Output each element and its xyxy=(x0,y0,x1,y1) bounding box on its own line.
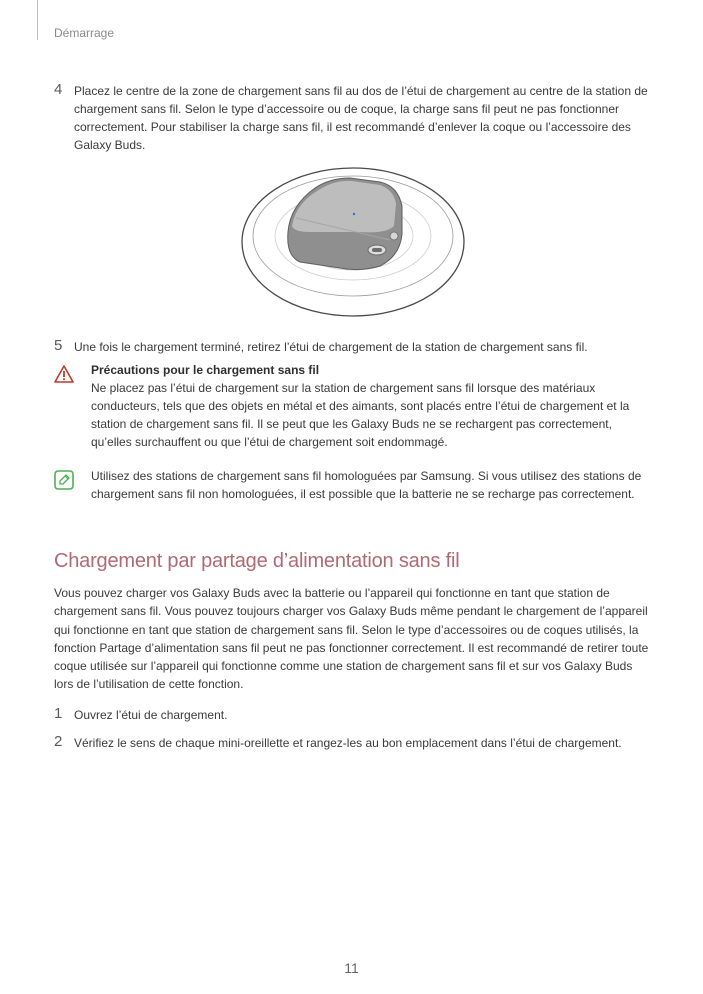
step-5 xyxy=(54,338,654,356)
step-number: 5 xyxy=(54,337,63,354)
note-icon xyxy=(54,470,74,490)
header-rule xyxy=(37,0,38,40)
caution-title: Précautions pour le chargement sans fil xyxy=(91,363,320,377)
step-number: 2 xyxy=(54,733,63,750)
page-number: 11 xyxy=(344,960,359,976)
note-block xyxy=(91,467,651,503)
wireless-charging-illustration xyxy=(240,166,466,322)
caution-text: Ne placez pas l’étui de chargement sur la station de chargement sans fil lorsque des matériaux conducteurs, tels que des objets en métal et des aimants, sont placés entre l’étui de chargement et la station de chargement sans fil. Il se peut que les Galaxy Buds ne se rechargent pas correctement, qu’elles surchauffent ou que l’étui de chargement soit endommagé. xyxy=(91,381,630,449)
step-number: 4 xyxy=(54,81,63,98)
step-text: Ouvrez l’étui de chargement. xyxy=(74,708,228,722)
step-text: Placez le centre de la zone de chargement sans fil au dos de l’étui de chargement au centre de la station de chargement sans fil. Selon le type d’accessoire ou de coque, la charge sans fil peut ne pas fonctionner correctement. Pour stabiliser la charge sans fil, il est recommandé d’enlever la coque ou l’accessoire des Galaxy Buds. xyxy=(74,84,648,152)
step-text: Une fois le chargement terminé, retirez l’étui de chargement de la station de chargement sans fil. xyxy=(74,340,588,354)
section-title: Chargement par partage d’alimentation sans fil xyxy=(54,550,460,572)
caution-block xyxy=(91,361,651,451)
warning-icon xyxy=(54,364,74,384)
step-1 xyxy=(54,706,654,724)
step-text: Vérifiez le sens de chaque mini-oreillette et rangez-les au bon emplacement dans l’étui de chargement. xyxy=(74,736,622,750)
section-paragraph: Vous pouvez charger vos Galaxy Buds avec la batterie ou l’appareil qui fonctionne en tant que station de chargement sans fil. Vous pouvez toujours charger vos Galaxy Buds même pendant le chargement de l’appareil qui fonctionne en tant que station de chargement sans fil. Selon le type d’accessoires ou de coques utilisés, la fonction Partage d’alimentation sans fil peut ne pas fonctionner correctement. Il est recommandé de retirer toute coque utilisée sur l’appareil qui fonctionne comme une station de chargement sans fil et sur vos Galaxy Buds lors de l’utilisation de cette fonction. xyxy=(54,586,649,692)
section-header: Démarrage xyxy=(54,26,115,40)
step-number: 1 xyxy=(54,705,63,722)
step-2 xyxy=(54,734,684,752)
note-text: Utilisez des stations de chargement sans fil homologuées par Samsung. Si vous utilisez des stations de chargement sans fil non homologuées, il est possible que la batterie ne se recharge pas correctement. xyxy=(91,469,642,501)
step-4 xyxy=(54,82,654,154)
